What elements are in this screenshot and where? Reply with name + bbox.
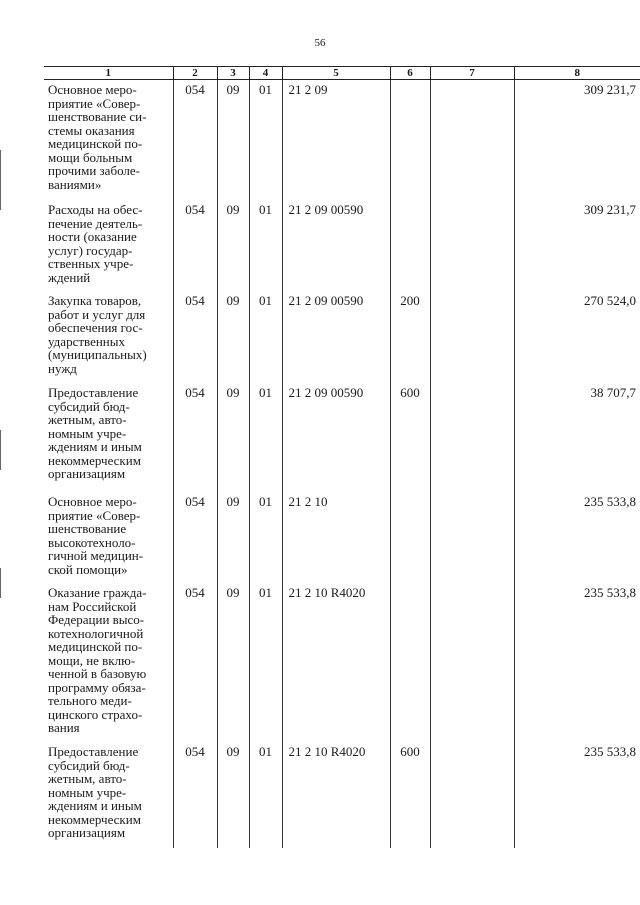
column-header-4: 4 xyxy=(249,67,282,80)
subsection-code: 01 xyxy=(249,492,282,583)
expense-type-code xyxy=(390,200,430,291)
amount: 38 707,7 xyxy=(514,383,640,492)
subsection-code: 01 xyxy=(249,200,282,291)
target-article-code: 21 2 09 00590 xyxy=(282,383,390,492)
target-article-code: 21 2 10 xyxy=(282,492,390,583)
expense-name: Предоставление субсидий бюд- жетным, авто- номным учре- ждениям и иным некоммерческим организациям xyxy=(48,744,142,840)
expense-name-cell xyxy=(44,742,173,848)
grbs-code: 054 xyxy=(173,583,217,742)
subsection-code: 01 xyxy=(249,383,282,492)
expense-type-code: 200 xyxy=(390,291,430,383)
table-row xyxy=(44,383,640,492)
expense-type-code xyxy=(390,492,430,583)
amount: 235 533,8 xyxy=(514,583,640,742)
column-7-cell xyxy=(430,492,514,583)
expense-name-cell xyxy=(44,583,173,742)
expense-name: Оказание гражда- нам Российской Федерации высо- котехнологичной медицинской по- мощи, не вклю- ченной в базовую программу обяза- тельного меди- цинского страхо- вания xyxy=(48,585,147,735)
expense-name: Расходы на обес- печение деятель- ности (оказание услуг) государ- ственных учре- ждений xyxy=(48,202,143,285)
column-7-cell xyxy=(430,200,514,291)
grbs-code: 054 xyxy=(173,742,217,848)
amount: 309 231,7 xyxy=(514,80,640,201)
scan-edge-mark xyxy=(0,150,1,210)
scan-edge-mark xyxy=(0,568,1,598)
table-row xyxy=(44,583,640,742)
column-header-7: 7 xyxy=(430,67,514,80)
target-article-code: 21 2 09 00590 xyxy=(282,291,390,383)
column-header-1: 1 xyxy=(44,67,173,80)
column-number-row xyxy=(44,67,640,80)
table-row xyxy=(44,200,640,291)
section-code: 09 xyxy=(217,583,249,742)
grbs-code: 054 xyxy=(173,80,217,201)
scan-edge-mark xyxy=(0,430,1,470)
section-code: 09 xyxy=(217,492,249,583)
section-code: 09 xyxy=(217,80,249,201)
expense-name-cell xyxy=(44,383,173,492)
expense-name: Предоставление субсидий бюд- жетным, авто- номным учре- ждениям и иным некоммерческим организациям xyxy=(48,385,142,481)
table-row xyxy=(44,291,640,383)
column-header-5: 5 xyxy=(282,67,390,80)
expense-name-cell xyxy=(44,492,173,583)
column-7-cell xyxy=(430,383,514,492)
amount: 235 533,8 xyxy=(514,742,640,848)
column-7-cell xyxy=(430,291,514,383)
column-header-8: 8 xyxy=(514,67,640,80)
column-header-2: 2 xyxy=(173,67,217,80)
column-header-6: 6 xyxy=(390,67,430,80)
expense-type-code xyxy=(390,80,430,201)
expense-name-cell xyxy=(44,200,173,291)
target-article-code: 21 2 10 R4020 xyxy=(282,583,390,742)
subsection-code: 01 xyxy=(249,80,282,201)
section-code: 09 xyxy=(217,200,249,291)
expense-name: Основное меро- приятие «Совер- шенствование си- стемы оказания медицинской по- мощи больным прочими заболе- ваниями» xyxy=(48,82,147,192)
subsection-code: 01 xyxy=(249,291,282,383)
page-number: 56 xyxy=(314,37,326,49)
expense-type-code xyxy=(390,583,430,742)
column-7-cell xyxy=(430,80,514,201)
grbs-code: 054 xyxy=(173,291,217,383)
section-code: 09 xyxy=(217,291,249,383)
target-article-code: 21 2 09 xyxy=(282,80,390,201)
budget-table xyxy=(44,66,640,848)
column-7-cell xyxy=(430,742,514,848)
expense-name-cell xyxy=(44,291,173,383)
grbs-code: 054 xyxy=(173,200,217,291)
subsection-code: 01 xyxy=(249,742,282,848)
target-article-code: 21 2 10 R4020 xyxy=(282,742,390,848)
table-row xyxy=(44,80,640,201)
column-header-3: 3 xyxy=(217,67,249,80)
section-code: 09 xyxy=(217,742,249,848)
expense-type-code: 600 xyxy=(390,742,430,848)
expense-name: Закупка товаров, работ и услуг для обеспечения гос- ударственных (муниципальных) нужд xyxy=(48,293,147,376)
expense-name: Основное меро- приятие «Совер- шенствование высокотехноло- гичной медицин- ской помощи» xyxy=(48,494,144,577)
expense-name-cell xyxy=(44,80,173,201)
grbs-code: 054 xyxy=(173,492,217,583)
section-code: 09 xyxy=(217,383,249,492)
subsection-code: 01 xyxy=(249,583,282,742)
amount: 235 533,8 xyxy=(514,492,640,583)
column-7-cell xyxy=(430,583,514,742)
amount: 309 231,7 xyxy=(514,200,640,291)
amount: 270 524,0 xyxy=(514,291,640,383)
target-article-code: 21 2 09 00590 xyxy=(282,200,390,291)
table-row xyxy=(44,492,640,583)
grbs-code: 054 xyxy=(173,383,217,492)
expense-type-code: 600 xyxy=(390,383,430,492)
table-row xyxy=(44,742,640,848)
